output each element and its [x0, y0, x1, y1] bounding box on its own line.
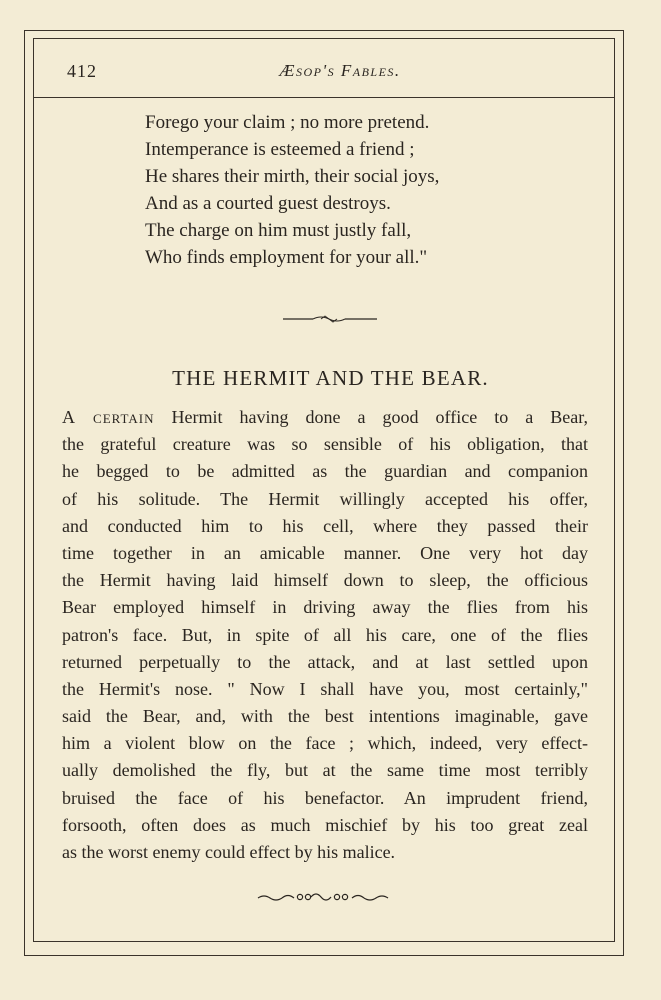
- body-line: ually demolished the fly, but at the same time most terribly: [62, 760, 588, 781]
- running-head-rest: sop's Fables.: [295, 61, 401, 80]
- body-line: as the worst enemy could effect by his malice.: [62, 842, 396, 862]
- body-line: [62, 404, 588, 431]
- body-line: returned perpetually to the attack, and at last settled upon: [62, 651, 588, 672]
- body-line-text: Hermit having done a good office to a Bear,: [154, 407, 588, 427]
- verse-line: Intemperance is esteemed a friend ;: [145, 139, 415, 160]
- running-head-initial: Æ: [279, 61, 296, 80]
- verse-line: Who finds employment for your all.": [145, 247, 428, 268]
- fable-title: THE HERMIT AND THE BEAR.: [172, 366, 489, 390]
- body-line: he begged to be admitted as the guardian and companion: [62, 461, 588, 482]
- running-head: [240, 61, 440, 81]
- verse-line: The charge on him must justly fall,: [145, 220, 412, 241]
- body-line: forsooth, often does as much mischief by his too great zeal: [62, 814, 588, 835]
- body-line: patron's face. But, in spite of all his care, one of the flies: [62, 624, 588, 645]
- header-rule: [33, 97, 615, 98]
- verse-line: Forego your claim ; no more pretend.: [145, 112, 430, 133]
- body-line: the grateful creature was so sensible of his obligation, that: [62, 434, 588, 455]
- body-line: the Hermit having laid himself down to sleep, the officious: [62, 570, 588, 591]
- verse-line: And as a courted guest destroys.: [145, 193, 391, 214]
- body-line: of his solitude. The Hermit willingly accepted his offer,: [62, 488, 588, 509]
- verse-stanza: [145, 109, 439, 271]
- opening-small-caps: A certain: [62, 407, 155, 427]
- body-line: Bear employed himself in driving away the flies from his: [62, 597, 588, 618]
- body-line: the Hermit's nose. " Now I shall have you, most certainly,": [62, 678, 588, 699]
- tailpiece-ornament: [256, 890, 390, 904]
- fable-body: [62, 404, 588, 866]
- divider-ornament: [283, 314, 377, 324]
- body-line: said the Bear, and, with the best intentions imaginable, gave: [62, 706, 588, 727]
- page-number: 412: [67, 61, 97, 81]
- body-line: him a violent blow on the face ; which, indeed, very effect-: [62, 733, 588, 754]
- body-line: bruised the face of his benefactor. An imprudent friend,: [62, 787, 588, 808]
- verse-line: He shares their mirth, their social joys,: [145, 166, 440, 187]
- body-line: time together in an amicable manner. One very hot day: [62, 542, 588, 563]
- body-line: and conducted him to his cell, where they passed their: [62, 515, 588, 536]
